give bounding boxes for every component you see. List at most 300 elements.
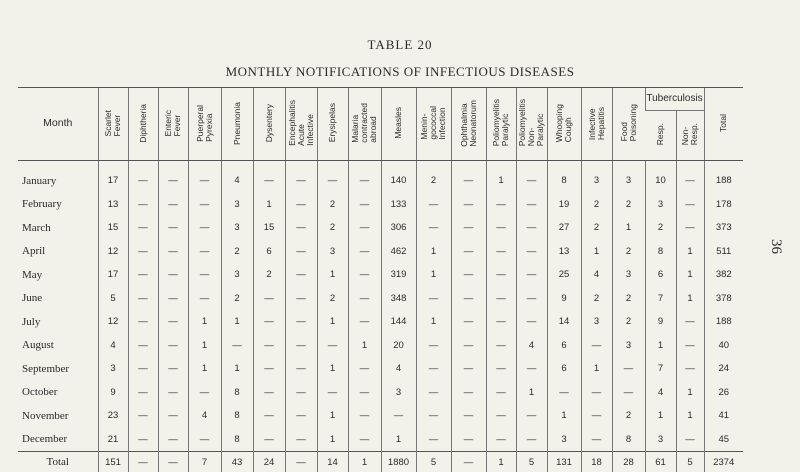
value-cell: — [676,428,704,452]
value-cell: — [128,240,158,264]
value-cell: — [416,404,451,428]
table-subtitle: MONTHLY NOTIFICATIONS OF INFECTIOUS DISEASES [0,64,800,80]
value-cell: 8 [221,404,253,428]
value-cell: 1 [348,334,381,358]
header-dysentery: Dysentery [253,88,285,161]
value-cell: — [158,193,188,217]
value-cell: — [581,404,612,428]
value-cell: — [158,240,188,264]
value-cell: 1 [221,310,253,334]
value-cell: — [317,334,348,358]
value-cell: 1 [547,404,581,428]
value-cell: 3 [612,334,645,358]
value-cell: — [348,357,381,381]
value-cell: — [188,193,221,217]
value-cell: 1 [188,357,221,381]
value-cell: — [516,216,547,240]
value-cell: 2 [612,240,645,264]
value-cell: 7 [645,287,676,311]
value-cell: 27 [547,216,581,240]
value-cell: — [128,381,158,405]
month-cell: March [18,216,98,240]
value-cell: 14 [547,310,581,334]
value-cell: — [158,161,188,193]
value-cell: — [486,428,516,452]
header-infective-hepatitis: Infective Hepatitis [581,88,612,161]
value-cell: — [285,404,317,428]
total-cell: 1 [348,452,381,472]
value-cell: 3 [612,263,645,287]
value-cell: — [188,216,221,240]
total-cell: — [158,452,188,472]
value-cell: — [158,310,188,334]
value-cell: 6 [645,263,676,287]
value-cell: 1 [676,287,704,311]
value-cell: 1 [253,193,285,217]
value-cell: — [451,216,486,240]
value-cell: 306 [381,216,416,240]
value-cell: 1 [676,404,704,428]
value-cell: 3 [612,161,645,193]
value-cell: — [516,240,547,264]
value-cell: — [486,240,516,264]
value-cell: — [451,334,486,358]
value-cell: — [348,381,381,405]
table-body [18,161,743,472]
total-cell: 14 [317,452,348,472]
value-cell: — [451,357,486,381]
header-tuberculosis: Tuberculosis [645,88,704,111]
value-cell: 3 [221,193,253,217]
total-cell: 5 [676,452,704,472]
value-cell: 2 [612,404,645,428]
value-cell: 1 [416,240,451,264]
value-cell: 2 [416,161,451,193]
value-cell: — [285,263,317,287]
value-cell: 133 [381,193,416,217]
header-scarlet-fever: Scarlet Fever [98,88,128,161]
value-cell: — [486,381,516,405]
value-cell: 15 [98,216,128,240]
value-cell: 1 [645,334,676,358]
value-cell: 3 [98,357,128,381]
value-cell: 2 [645,216,676,240]
value-cell: — [348,216,381,240]
value-cell: 1 [381,428,416,452]
value-cell: — [581,381,612,405]
value-cell: 3 [581,161,612,193]
value-cell: 3 [221,263,253,287]
table-row [18,334,743,358]
value-cell: — [416,381,451,405]
value-cell: — [188,161,221,193]
table-row [18,428,743,452]
value-cell: 9 [547,287,581,311]
value-cell: — [486,216,516,240]
total-cell: 28 [612,452,645,472]
value-cell: 1 [317,404,348,428]
value-cell: — [285,334,317,358]
value-cell: — [128,193,158,217]
total-cell: 131 [547,452,581,472]
value-cell: 25 [547,263,581,287]
table-row [18,404,743,428]
value-cell: — [416,287,451,311]
value-cell: 1 [317,357,348,381]
value-cell: — [348,161,381,193]
value-cell: — [285,357,317,381]
value-cell: 9 [645,310,676,334]
value-cell: — [188,263,221,287]
value-cell: 5 [98,287,128,311]
value-cell: — [158,334,188,358]
value-cell: — [416,357,451,381]
total-cell: 1880 [381,452,416,472]
value-cell: 1 [581,357,612,381]
value-cell: 3 [645,193,676,217]
value-cell: 40 [704,334,743,358]
value-cell: 12 [98,310,128,334]
value-cell: 3 [317,240,348,264]
value-cell: — [416,193,451,217]
value-cell: 144 [381,310,416,334]
total-cell: — [128,452,158,472]
month-cell: November [18,404,98,428]
value-cell: — [348,240,381,264]
value-cell: — [516,287,547,311]
value-cell: — [516,404,547,428]
table-row [18,240,743,264]
total-cell: 151 [98,452,128,472]
value-cell: 4 [581,263,612,287]
total-cell: 24 [253,452,285,472]
value-cell: 1 [612,216,645,240]
value-cell: — [676,193,704,217]
value-cell: — [285,310,317,334]
value-cell: — [285,216,317,240]
value-cell: — [547,381,581,405]
value-cell: — [416,334,451,358]
value-cell: — [348,310,381,334]
table-row [18,287,743,311]
value-cell: 1 [317,263,348,287]
value-cell: — [486,287,516,311]
value-cell: — [128,216,158,240]
value-cell: 1 [581,240,612,264]
value-cell: — [612,357,645,381]
value-cell: 178 [704,193,743,217]
value-cell: 2 [581,216,612,240]
value-cell: 140 [381,161,416,193]
header-whooping-cough: Whooping Cough [547,88,581,161]
header-diphtheria: Diphtheria [128,88,158,161]
value-cell: 1 [676,240,704,264]
value-cell: — [676,334,704,358]
value-cell: — [516,193,547,217]
header-polio-paralytic: Poliomyelitis Paralytic [486,88,516,161]
value-cell: — [348,263,381,287]
total-cell: 5 [416,452,451,472]
value-cell: 2 [612,287,645,311]
value-cell: — [451,287,486,311]
value-cell: 382 [704,263,743,287]
month-cell: June [18,287,98,311]
total-cell: 2374 [704,452,743,472]
table-title: TABLE 20 [0,37,800,53]
notifications-table [18,87,743,472]
total-cell: 7 [188,452,221,472]
header-month: Month [18,88,98,161]
value-cell: 462 [381,240,416,264]
value-cell: — [158,287,188,311]
value-cell: — [451,193,486,217]
value-cell: — [158,404,188,428]
header-enteric-fever: Enteric Fever [158,88,188,161]
value-cell: 2 [581,193,612,217]
value-cell: — [285,161,317,193]
value-cell: — [158,357,188,381]
value-cell: — [188,287,221,311]
month-cell: August [18,334,98,358]
value-cell: — [285,381,317,405]
value-cell: — [317,381,348,405]
header-meningococcal: Menin- gococcal Infection [416,88,451,161]
value-cell: 4 [516,334,547,358]
header-food-poisoning: Food Poisoning [612,88,645,161]
value-cell: — [451,381,486,405]
value-cell: — [285,240,317,264]
value-cell: — [348,404,381,428]
value-cell: 2 [317,287,348,311]
value-cell: 23 [98,404,128,428]
value-cell: — [516,310,547,334]
value-cell: — [486,310,516,334]
header-polio-non-paralytic: Poliomyelitis Non- Paralytic [516,88,547,161]
value-cell: 378 [704,287,743,311]
value-cell: 8 [547,161,581,193]
value-cell: — [128,357,158,381]
value-cell: 8 [221,428,253,452]
value-cell: 13 [98,193,128,217]
value-cell: — [416,428,451,452]
header-tb-non-resp: Non- Resp. [676,111,704,161]
value-cell: 1 [416,263,451,287]
table-row [18,216,743,240]
month-cell: April [18,240,98,264]
value-cell: 4 [645,381,676,405]
value-cell: 19 [547,193,581,217]
value-cell: 7 [645,357,676,381]
value-cell: — [451,310,486,334]
value-cell: 2 [317,193,348,217]
value-cell: 24 [704,357,743,381]
total-cell: 1 [486,452,516,472]
month-cell: October [18,381,98,405]
value-cell: 3 [645,428,676,452]
value-cell: 8 [221,381,253,405]
value-cell: — [348,193,381,217]
value-cell: — [416,216,451,240]
value-cell: — [348,428,381,452]
value-cell: — [188,240,221,264]
value-cell: 6 [547,357,581,381]
month-cell: September [18,357,98,381]
value-cell: 4 [98,334,128,358]
value-cell: 1 [221,357,253,381]
value-cell: 1 [416,310,451,334]
value-cell: — [486,263,516,287]
value-cell: 2 [581,287,612,311]
total-cell: — [285,452,317,472]
value-cell: 188 [704,310,743,334]
value-cell: — [128,287,158,311]
value-cell: — [128,404,158,428]
value-cell: — [158,428,188,452]
header-tb-resp: Resp. [645,111,676,161]
total-cell: 61 [645,452,676,472]
header-puerperal-pyrexia: Puerperal Pyrexia [188,88,221,161]
value-cell: 319 [381,263,416,287]
value-cell: — [253,161,285,193]
value-cell: 3 [381,381,416,405]
value-cell: — [676,216,704,240]
value-cell: 9 [98,381,128,405]
value-cell: 2 [221,240,253,264]
value-cell: 348 [381,287,416,311]
value-cell: — [253,287,285,311]
value-cell: — [285,428,317,452]
value-cell: — [612,381,645,405]
value-cell: 1 [676,381,704,405]
value-cell: — [285,287,317,311]
value-cell: 45 [704,428,743,452]
total-cell: 43 [221,452,253,472]
header-malaria: Malaria contracted abroad [348,88,381,161]
value-cell: 13 [547,240,581,264]
value-cell: 1 [676,263,704,287]
value-cell: 1 [645,404,676,428]
value-cell: — [486,193,516,217]
value-cell: — [128,428,158,452]
value-cell: — [158,216,188,240]
value-cell: 511 [704,240,743,264]
value-cell: 2 [253,263,285,287]
value-cell: — [451,263,486,287]
value-cell: — [285,193,317,217]
value-cell: — [128,263,158,287]
value-cell: 188 [704,161,743,193]
value-cell: — [516,161,547,193]
value-cell: 2 [612,310,645,334]
value-cell: 3 [581,310,612,334]
value-cell: 2 [612,193,645,217]
value-cell: 26 [704,381,743,405]
value-cell: — [253,357,285,381]
value-cell: — [158,381,188,405]
table-row [18,381,743,405]
value-cell: — [253,334,285,358]
value-cell: — [676,357,704,381]
value-cell: — [516,428,547,452]
value-cell: — [581,428,612,452]
value-cell: — [188,428,221,452]
value-cell: 8 [612,428,645,452]
table-row [18,193,743,217]
value-cell: — [486,357,516,381]
total-cell: 5 [516,452,547,472]
value-cell: — [221,334,253,358]
value-cell: 8 [645,240,676,264]
value-cell: 373 [704,216,743,240]
value-cell: — [253,310,285,334]
value-cell: 17 [98,161,128,193]
value-cell: 21 [98,428,128,452]
table-row [18,161,743,193]
header-ophthalmia: Ophthalmia Neonatorum [451,88,486,161]
value-cell: — [253,404,285,428]
value-cell: 15 [253,216,285,240]
total-row [18,452,743,472]
value-cell: 1 [486,161,516,193]
header-total: Total [704,88,743,161]
value-cell: — [451,161,486,193]
page-number: 36 [767,239,784,254]
value-cell: — [158,263,188,287]
value-cell: — [581,334,612,358]
value-cell: 2 [317,216,348,240]
month-cell: May [18,263,98,287]
header-encephalitis: Encephalitis Acute Infective [285,88,317,161]
value-cell: 20 [381,334,416,358]
value-cell: — [451,240,486,264]
month-cell: December [18,428,98,452]
value-cell: — [128,334,158,358]
total-cell: 18 [581,452,612,472]
value-cell: — [676,161,704,193]
value-cell: — [516,263,547,287]
value-cell: — [128,161,158,193]
value-cell: — [253,381,285,405]
value-cell: 3 [221,216,253,240]
value-cell: — [486,404,516,428]
value-cell: 6 [253,240,285,264]
value-cell: 1 [188,310,221,334]
table-row [18,310,743,334]
value-cell: 17 [98,263,128,287]
month-cell: February [18,193,98,217]
value-cell: 4 [381,357,416,381]
value-cell: — [188,381,221,405]
header-erysipelas: Erysipelas [317,88,348,161]
value-cell: — [128,310,158,334]
value-cell: — [348,287,381,311]
value-cell: — [253,428,285,452]
value-cell: — [317,161,348,193]
value-cell: — [381,404,416,428]
header-measles: Measles [381,88,416,161]
value-cell: 12 [98,240,128,264]
value-cell: — [676,310,704,334]
month-cell: January [18,161,98,193]
total-label: Total [18,452,98,472]
value-cell: 1 [317,310,348,334]
table-row [18,357,743,381]
total-cell: — [451,452,486,472]
value-cell: 4 [188,404,221,428]
value-cell: — [516,357,547,381]
value-cell: 10 [645,161,676,193]
value-cell: 1 [516,381,547,405]
